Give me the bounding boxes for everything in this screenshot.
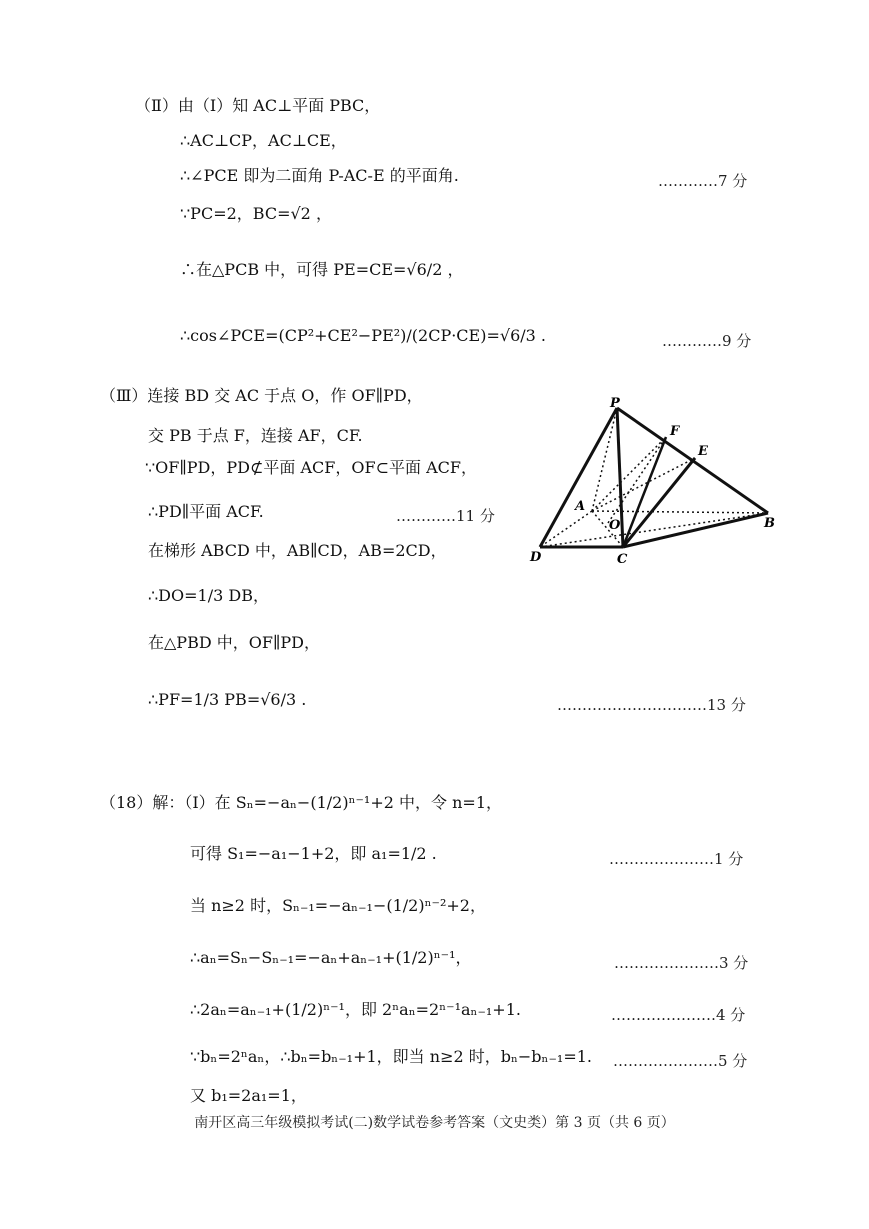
part2-line-5: ∴在△PCB 中，可得 PE=CE=√6/2 ， [180, 260, 464, 279]
part3-line-5: 在梯形 ABCD 中，AB∥CD，AB=2CD， [148, 541, 447, 560]
part3-line-8: ∴PF=1/3 PB=√6/3 . [148, 690, 307, 709]
score-9: …………9 分 [662, 332, 752, 350]
score-4: …………………4 分 [611, 1006, 746, 1024]
part3-line-6: ∴DO=1/3 DB， [148, 586, 269, 605]
part3-line-2: 交 PB 于点 F，连接 AF，CF. [148, 426, 363, 445]
label-O: O [609, 518, 621, 533]
part2-line-2: ∴AC⊥CP，AC⊥CE， [180, 131, 347, 150]
score-3: …………………3 分 [614, 954, 749, 972]
score-5: …………………5 分 [613, 1052, 748, 1070]
q18-line-3: 当 n≥2 时，Sₙ₋₁=−aₙ₋₁−(1/2)ⁿ⁻²+2， [190, 896, 486, 915]
part3-line-7: 在△PBD 中，OF∥PD， [148, 633, 320, 652]
score-7: …………7 分 [658, 172, 748, 190]
pyramid-figure [520, 395, 790, 575]
part2-line-4: ∵PC=2，BC=√2 ， [180, 204, 332, 223]
label-P: P [610, 396, 620, 411]
q18-line-5: ∴2aₙ=aₙ₋₁+(1/2)ⁿ⁻¹，即 2ⁿaₙ=2ⁿ⁻¹aₙ₋₁+1. [190, 1000, 521, 1019]
q18-line-2: 可得 S₁=−a₁−1+2，即 a₁=1/2 . [190, 844, 437, 863]
label-C: C [617, 552, 628, 567]
label-D: D [530, 550, 542, 565]
q18-line-6: ∵bₙ=2ⁿaₙ，∴bₙ=bₙ₋₁+1，即当 n≥2 时，bₙ−bₙ₋₁=1. [190, 1047, 593, 1066]
part2-line-3: ∴∠PCE 即为二面角 P-AC-E 的平面角. [180, 166, 459, 185]
part3-line-3: ∵OF∥PD，PD⊄平面 ACF，OF⊂平面 ACF， [145, 458, 477, 477]
score-11: …………11 分 [396, 507, 495, 525]
q18-line-7: 又 b₁=2a₁=1， [190, 1086, 307, 1105]
q18-line-1: （18）解：（Ⅰ）在 Sₙ=−aₙ−(1/2)ⁿ⁻¹+2 中，令 n=1， [100, 793, 502, 812]
part3-line-1: （Ⅲ）连接 BD 交 AC 于点 O，作 OF∥PD， [100, 386, 423, 405]
part3-line-4: ∴PD∥平面 ACF. [148, 502, 264, 521]
score-13: …………………………13 分 [557, 696, 746, 714]
q18-line-4: ∴aₙ=Sₙ−Sₙ₋₁=−aₙ+aₙ₋₁+(1/2)ⁿ⁻¹， [190, 948, 472, 967]
label-F: F [670, 424, 680, 439]
label-E: E [698, 444, 708, 459]
label-A: A [575, 499, 586, 514]
score-1: …………………1 分 [609, 850, 744, 868]
part2-line-1: （Ⅱ）由（Ⅰ）知 AC⊥平面 PBC， [135, 96, 381, 115]
label-B: B [764, 516, 775, 531]
part2-line-6: ∴cos∠PCE=(CP²+CE²−PE²)/(2CP·CE)=√6/3 . [180, 326, 546, 345]
page-footer: 南开区高三年级模拟考试(二)数学试卷参考答案（文史类）第 3 页（共 6 页） [194, 1115, 675, 1131]
